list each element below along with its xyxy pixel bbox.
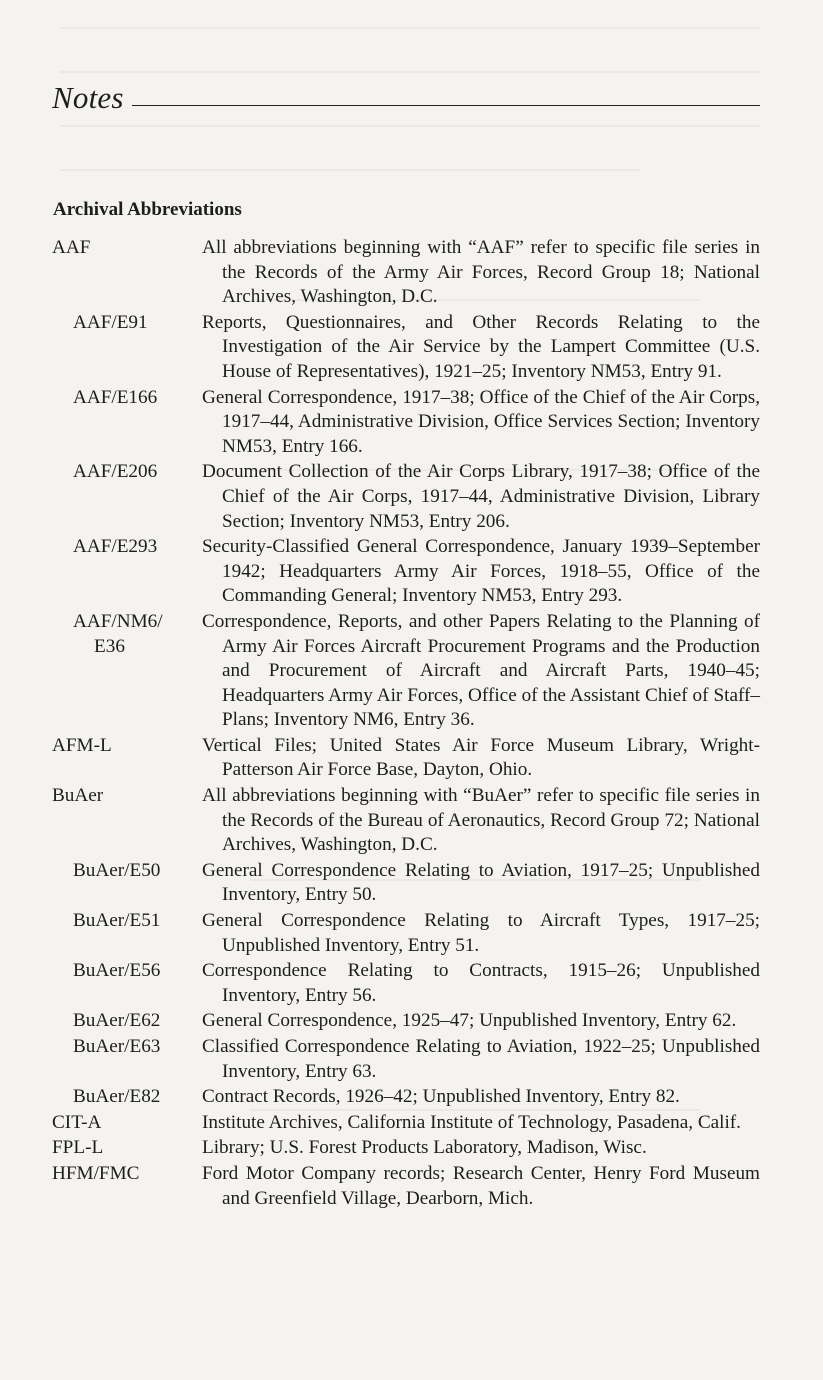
abbreviation-entry: [52, 784, 760, 858]
abbreviation-description: General Correspondence, 1917–38; Office of the Chief of the Air Corps, 1917–44, Administrative Division, Office Services Section; Inventory NM53, Entry 166.: [202, 386, 760, 457]
abbreviation-entry: [52, 386, 760, 460]
abbreviation-code: AFM-L: [52, 734, 112, 756]
abbreviation-code: AAF/NM6/ E36: [73, 610, 163, 657]
abbreviation-description: Institute Archives, California Institute of Technology, Pasadena, Calif.: [202, 1111, 741, 1133]
abbreviation-entry: [52, 236, 760, 310]
abbreviation-description: Library; U.S. Forest Products Laboratory, Madison, Wisc.: [202, 1137, 647, 1159]
abbreviation-description: Correspondence, Reports, and other Papers Relating to the Planning of Army Air Forces Aircraft Procurement Programs and the Production and Procurement of Aircraft and Aircraft Parts, 1940–45; Headquarters Army Air Forces, Office of the Assistant Chief of Staff–Plans; Inventory NM6, Entry 36.: [202, 610, 760, 731]
abbreviation-entry: [52, 1035, 760, 1084]
abbreviation-code: AAF/E206: [73, 461, 158, 483]
abbreviation-code: AAF/E166: [73, 386, 158, 408]
abbreviation-code: HFM/FMC: [52, 1162, 140, 1184]
abbreviation-description: All abbreviations beginning with “AAF” refer to specific file series in the Records of the Army Air Forces, Record Group 18; National Archives, Washington, D.C.: [202, 237, 760, 308]
abbreviation-code: BuAer/E50: [73, 859, 161, 881]
abbreviation-entry: [52, 1085, 760, 1110]
abbreviation-entry: [52, 1111, 760, 1136]
page-title: Notes: [52, 80, 124, 115]
abbreviation-code: BuAer/E56: [73, 960, 161, 982]
abbreviation-entry: [52, 610, 760, 733]
abbreviation-code: AAF: [52, 237, 91, 258]
abbreviation-entry: [52, 1162, 760, 1211]
abbreviation-entry: [52, 1009, 760, 1034]
abbreviation-entry: [52, 460, 760, 534]
abbreviation-description: Vertical Files; United States Air Force Museum Library, Wright-Patterson Air Force Base, Dayton, Ohio.: [202, 734, 760, 781]
section-title: Archival Abbreviations: [53, 199, 242, 220]
abbreviation-entry: [52, 909, 760, 958]
abbreviation-description: All abbreviations beginning with “BuAer” refer to specific file series in the Records of the Bureau of Aeronautics, Record Group 72; National Archives, Washington, D.C.: [202, 785, 760, 856]
abbreviation-code: BuAer/E62: [73, 1010, 161, 1032]
abbreviation-entry: [52, 311, 760, 385]
abbreviation-entry: [52, 859, 760, 908]
abbreviation-description: Security-Classified General Correspondence, January 1939–September 1942; Headquarters Army Air Forces, 1918–55, Office of the Commanding General; Inventory NM53, Entry 293.: [202, 536, 760, 607]
abbreviation-entry: [52, 1136, 760, 1161]
abbreviation-description: Reports, Questionnaires, and Other Records Relating to the Investigation of the Air Service by the Lampert Committee (U.S. House of Representatives), 1921–25; Inventory NM53, Entry 91.: [202, 311, 760, 382]
abbreviation-code: AAF/E293: [73, 536, 158, 558]
abbreviation-description: General Correspondence, 1925–47; Unpublished Inventory, Entry 62.: [202, 1010, 737, 1032]
title-rule: [132, 105, 760, 106]
abbreviation-code: BuAer/E63: [73, 1036, 161, 1057]
abbreviation-code: FPL-L: [52, 1137, 104, 1159]
abbreviation-entry: [52, 734, 760, 783]
abbreviation-list: [52, 236, 760, 1212]
abbreviation-description: Classified Correspondence Relating to Aviation, 1922–25; Unpublished Inventory, Entry 63.: [202, 1036, 760, 1082]
abbreviation-code: BuAer/E51: [73, 910, 161, 932]
abbreviation-code: BuAer/E82: [73, 1086, 161, 1108]
abbreviation-description: General Correspondence Relating to Aircraft Types, 1917–25; Unpublished Inventory, Entry 51.: [202, 910, 760, 956]
abbreviation-code: AAF/E91: [73, 311, 148, 333]
abbreviation-entry: [52, 959, 760, 1008]
abbreviation-code: BuAer: [52, 785, 104, 807]
abbreviation-description: Correspondence Relating to Contracts, 1915–26; Unpublished Inventory, Entry 56.: [202, 960, 760, 1006]
abbreviation-description: Document Collection of the Air Corps Library, 1917–38; Office of the Chief of the Air Corps, 1917–44, Administrative Division, Library Section; Inventory NM53, Entry 206.: [202, 461, 760, 532]
abbreviation-description: Contract Records, 1926–42; Unpublished Inventory, Entry 82.: [202, 1086, 680, 1108]
abbreviation-description: General Correspondence Relating to Aviation, 1917–25; Unpublished Inventory, Entry 50.: [202, 859, 760, 906]
abbreviation-description: Ford Motor Company records; Research Center, Henry Ford Museum and Greenfield Village, Dearborn, Mich.: [202, 1162, 760, 1209]
abbreviation-entry: [52, 535, 760, 609]
abbreviation-code: CIT-A: [52, 1111, 102, 1133]
